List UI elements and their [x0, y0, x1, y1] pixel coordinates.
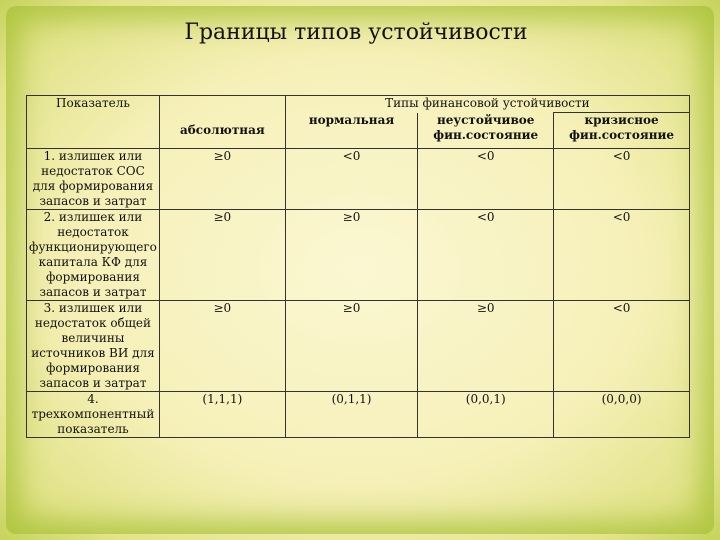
cell-value: ≥0	[418, 301, 554, 392]
type-header-unstable: неустойчивое фин.состояние	[418, 113, 554, 149]
header-row-top	[27, 96, 690, 113]
cell-value: (1,1,1)	[159, 392, 285, 438]
row-label: 4. трехкомпонентный показатель	[27, 392, 160, 438]
types-header: Типы финансовой устойчивости	[285, 96, 689, 113]
table-row	[27, 210, 690, 301]
type-header-crisis: кризисное фин.состояние	[554, 113, 690, 149]
stability-table	[26, 95, 690, 438]
row-label: 3. излишек или недостаток общей величины источников ВИ для формирования запасов и затрат	[27, 301, 160, 392]
type-header-absolute: абсолютная	[159, 113, 285, 149]
cell-value: ≥0	[159, 301, 285, 392]
cell-value: (0,0,1)	[418, 392, 554, 438]
cell-value: (0,1,1)	[285, 392, 418, 438]
cell-value: ≥0	[159, 149, 285, 210]
table-row	[27, 392, 690, 438]
cell-value: (0,0,0)	[554, 392, 690, 438]
cell-value: ≥0	[285, 210, 418, 301]
cell-value: <0	[554, 301, 690, 392]
header-row-sub	[27, 113, 690, 149]
cell-value: <0	[418, 149, 554, 210]
slide-title	[0, 20, 720, 45]
row-label: 1. излишек или недостаток СОС для формирования запасов и затрат	[27, 149, 160, 210]
cell-value: <0	[285, 149, 418, 210]
cell-value: ≥0	[285, 301, 418, 392]
cell-value: <0	[418, 210, 554, 301]
indicator-header: Показатель	[27, 96, 160, 113]
indicator-header-continuation	[27, 113, 160, 149]
type-header-normal: нормальная	[285, 113, 418, 149]
row-label: 2. излишек или недостаток функционирующего капитала КФ для формирования запасов и затрат	[27, 210, 160, 301]
slide-title-text: Границы типов устойчивости	[184, 20, 528, 45]
cell-value: <0	[554, 210, 690, 301]
table-row	[27, 149, 690, 210]
cell-value: <0	[554, 149, 690, 210]
cell-value: ≥0	[159, 210, 285, 301]
header-spacer	[159, 96, 285, 113]
table-row	[27, 301, 690, 392]
